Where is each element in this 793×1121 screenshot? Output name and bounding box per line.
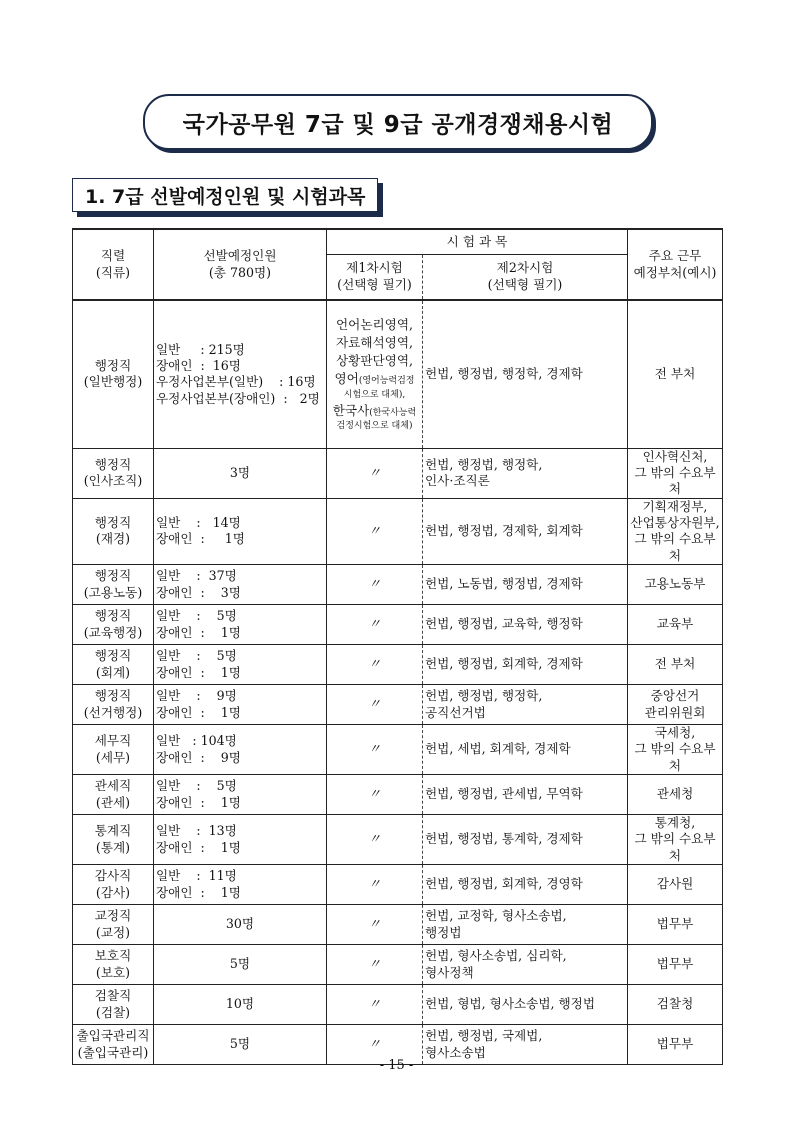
count-cell: 일반 : 11명 장애인 : 1명 (154, 865, 327, 905)
table-row (73, 985, 723, 1025)
second-exam-cell: 헌법, 형법, 형사소송법, 행정법 (423, 985, 628, 1025)
ditto-mark: 〃 (327, 815, 423, 865)
exam-table (72, 228, 723, 1065)
job-cell: 통계직 (통계) (73, 815, 154, 865)
dept-cell: 중앙선거 관리위원회 (628, 685, 723, 725)
dept-cell: 인사혁신처, 그 밖의 수요부처 (628, 448, 723, 498)
table-body (73, 300, 723, 1065)
job-cell: 출입국관리직 (출입국관리) (73, 1025, 154, 1065)
ditto-mark: 〃 (327, 1025, 423, 1065)
table-row (73, 565, 723, 605)
table-row (73, 645, 723, 685)
ditto-mark: 〃 (327, 985, 423, 1025)
dept-cell: 감사원 (628, 865, 723, 905)
second-exam-cell: 헌법, 행정법, 행정학, 인사·조직론 (423, 448, 628, 498)
dept-cell: 법무부 (628, 905, 723, 945)
header-subjects: 시 험 과 목 (327, 229, 628, 254)
second-exam-cell: 헌법, 노동법, 행정법, 경제학 (423, 565, 628, 605)
count-cell: 일반 : 5명 장애인 : 1명 (154, 775, 327, 815)
second-exam-cell: 헌법, 행정법, 교육학, 행정학 (423, 605, 628, 645)
count-cell: 일반 : 9명 장애인 : 1명 (154, 685, 327, 725)
ditto-mark: 〃 (327, 775, 423, 815)
header-dept: 주요 근무 예정부처(예시) (628, 229, 723, 300)
job-cell: 행정직 (교육행정) (73, 605, 154, 645)
second-exam-cell: 헌법, 행정법, 경제학, 회계학 (423, 498, 628, 564)
job-cell: 감사직 (감사) (73, 865, 154, 905)
ditto-mark: 〃 (327, 905, 423, 945)
ditto-mark: 〃 (327, 498, 423, 564)
table-row (73, 300, 723, 448)
second-exam-cell: 헌법, 세법, 회계학, 경제학 (423, 725, 628, 775)
count-cell: 5명 (154, 1025, 327, 1065)
ditto-mark: 〃 (327, 725, 423, 775)
section-heading: 1. 7급 선발예정인원 및 시험과목 (72, 178, 378, 212)
second-exam-cell: 헌법, 교정학, 형사소송법, 행정법 (423, 905, 628, 945)
dept-cell: 관세청 (628, 775, 723, 815)
header-count: 선발예정인원 (총 780명) (154, 229, 327, 300)
ditto-mark: 〃 (327, 448, 423, 498)
count-cell: 30명 (154, 905, 327, 945)
second-exam-cell: 헌법, 행정법, 회계학, 경영학 (423, 865, 628, 905)
document-title: 국가공무원 7급 및 9급 공개경쟁채용시험 (143, 94, 653, 150)
dept-cell: 고용노동부 (628, 565, 723, 605)
table-row (73, 685, 723, 725)
job-cell: 행정직 (인사조직) (73, 448, 154, 498)
count-cell: 일반 : 13명 장애인 : 1명 (154, 815, 327, 865)
ditto-mark: 〃 (327, 945, 423, 985)
header-second-exam: 제2차시험 (선택형 필기) (423, 254, 628, 300)
table-row (73, 725, 723, 775)
table-row (73, 945, 723, 985)
second-exam-cell: 헌법, 행정법, 행정학, 공직선거법 (423, 685, 628, 725)
job-cell: 행정직 (일반행정) (73, 300, 154, 448)
table-row (73, 775, 723, 815)
count-cell: 일반 : 215명 장애인 : 16명 우정사업본부(일반) : 16명 우정사업본부(장애인) : 2명 (154, 300, 327, 448)
second-exam-cell: 헌법, 행정법, 통계학, 경제학 (423, 815, 628, 865)
job-cell: 세무직 (세무) (73, 725, 154, 775)
second-exam-cell: 헌법, 행정법, 행정학, 경제학 (423, 300, 628, 448)
table-row (73, 498, 723, 564)
table-row (73, 605, 723, 645)
count-cell: 일반 : 37명 장애인 : 3명 (154, 565, 327, 605)
job-cell: 행정직 (선거행정) (73, 685, 154, 725)
ditto-mark: 〃 (327, 645, 423, 685)
ditto-mark: 〃 (327, 565, 423, 605)
dept-cell: 기획재정부, 산업통상자원부, 그 밖의 수요부처 (628, 498, 723, 564)
first-exam-cell: 언어논리영역, 자료해석영역, 상황판단영역, 영어(영어능력검정 시험으로 대체), 한국사(한국사능력 검정시험으로 대체) (327, 300, 423, 448)
count-cell: 일반 : 5명 장애인 : 1명 (154, 605, 327, 645)
second-exam-cell: 헌법, 행정법, 국제법, 형사소송법 (423, 1025, 628, 1065)
second-exam-cell: 헌법, 행정법, 회계학, 경제학 (423, 645, 628, 685)
job-cell: 검찰직 (검찰) (73, 985, 154, 1025)
dept-cell: 법무부 (628, 1025, 723, 1065)
page-number: - 15 - (379, 1058, 414, 1073)
ditto-mark: 〃 (327, 605, 423, 645)
header-first-exam: 제1차시험 (선택형 필기) (327, 254, 423, 300)
count-cell: 3명 (154, 448, 327, 498)
count-cell: 10명 (154, 985, 327, 1025)
job-cell: 교정직 (교정) (73, 905, 154, 945)
job-cell: 관세직 (관세) (73, 775, 154, 815)
ditto-mark: 〃 (327, 865, 423, 905)
job-cell: 행정직 (회계) (73, 645, 154, 685)
dept-cell: 통계청, 그 밖의 수요부처 (628, 815, 723, 865)
second-exam-cell: 헌법, 형사소송법, 심리학, 형사정책 (423, 945, 628, 985)
table-row (73, 905, 723, 945)
count-cell: 일반 : 104명 장애인 : 9명 (154, 725, 327, 775)
job-cell: 행정직 (고용노동) (73, 565, 154, 605)
job-cell: 행정직 (재경) (73, 498, 154, 564)
count-cell: 5명 (154, 945, 327, 985)
table-row (73, 865, 723, 905)
table-row (73, 815, 723, 865)
count-cell: 일반 : 14명 장애인 : 1명 (154, 498, 327, 564)
dept-cell: 법무부 (628, 945, 723, 985)
second-exam-cell: 헌법, 행정법, 관세법, 무역학 (423, 775, 628, 815)
table-row (73, 448, 723, 498)
dept-cell: 전 부처 (628, 645, 723, 685)
count-cell: 일반 : 5명 장애인 : 1명 (154, 645, 327, 685)
job-cell: 보호직 (보호) (73, 945, 154, 985)
ditto-mark: 〃 (327, 685, 423, 725)
dept-cell: 전 부처 (628, 300, 723, 448)
dept-cell: 국세청, 그 밖의 수요부처 (628, 725, 723, 775)
dept-cell: 교육부 (628, 605, 723, 645)
header-job: 직렬 (직류) (73, 229, 154, 300)
dept-cell: 검찰청 (628, 985, 723, 1025)
